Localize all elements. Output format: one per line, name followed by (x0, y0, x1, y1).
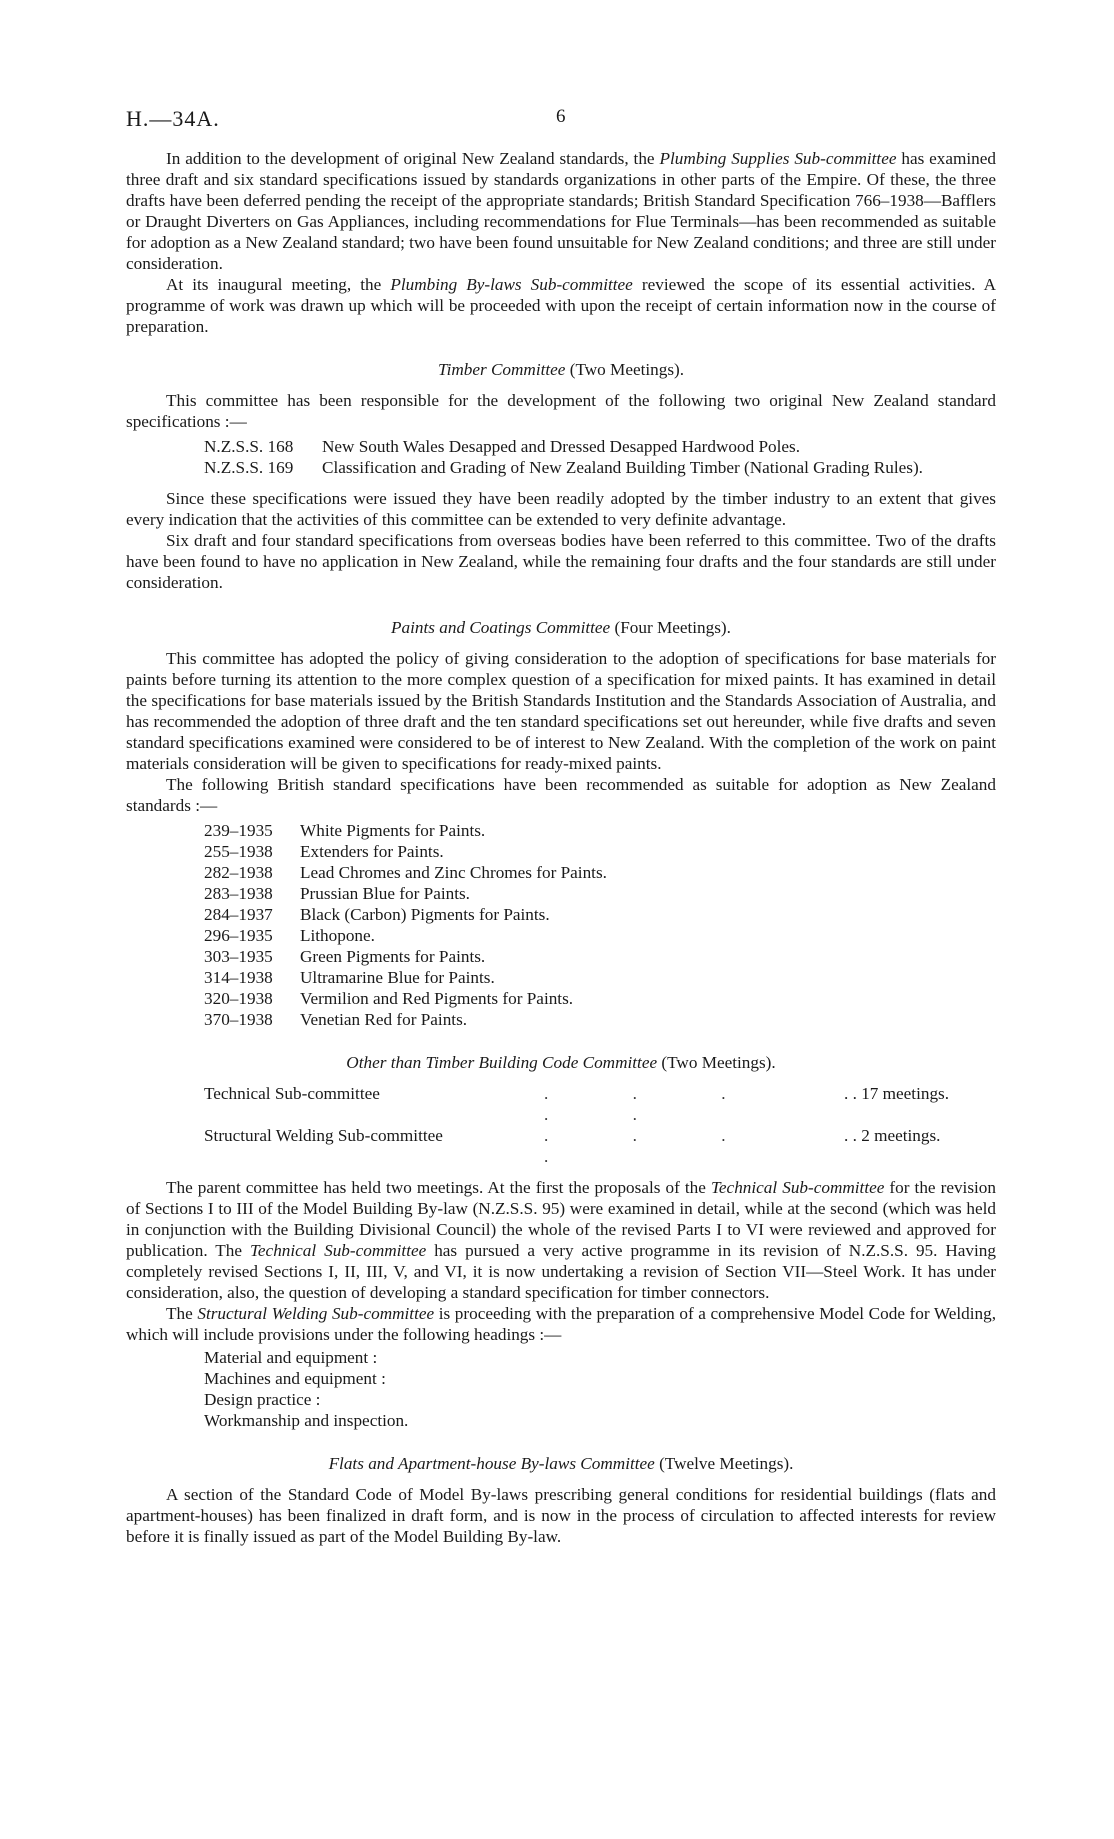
list-item (204, 457, 996, 478)
standard-code: 283–1938 (204, 884, 273, 903)
building-paragraph-1 (126, 1177, 996, 1303)
subcommittee-name: Structural Welding Sub-committee (204, 1126, 443, 1145)
subcommittee-name: Technical Sub-committee (204, 1084, 380, 1103)
section-heading-timber (126, 359, 996, 380)
text-run: for the revision of Sections I to III of the Model Building By-law (N.Z.S.S. 95) were examined in detail, while at the second (which was held in conjunction with the Building Divisional Council) the whole of the revised Parts I to VI were reviewed and approved for publication. The (126, 1178, 996, 1260)
list-item (204, 946, 996, 967)
text-run: In addition to the development of original New Zealand standards, the (166, 149, 660, 168)
text-run: reviewed the scope of its essential activities. A programme of work was drawn up which will be proceeded with upon the receipt of certain information now in the course of preparation. (126, 275, 996, 336)
page-number: 6 (556, 106, 566, 127)
section-heading-paints (126, 617, 996, 638)
text-run: The (166, 1304, 198, 1323)
meeting-count: . . 2 meetings. (844, 1126, 941, 1145)
text-run: At its inaugural meeting, the (166, 275, 391, 294)
standard-description: Green Pigments for Paints. (300, 947, 486, 966)
italic-run: Technical Sub-committee (710, 1178, 885, 1197)
spec-code: N.Z.S.S. 168 (204, 437, 294, 456)
list-item (204, 988, 996, 1009)
standard-description: White Pigments for Paints. (300, 821, 486, 840)
heading-rest: (Two Meetings). (657, 1053, 776, 1072)
flats-paragraph-1: A section of the Standard Code of Model By-laws prescribing general conditions for residential buildings (flats and apartment-houses) has been finalized in draft form, and is now in the process of circulation to affected interests for review before it is finally issued as part of the Model Building By-law. (126, 1485, 996, 1546)
list-item (204, 904, 996, 925)
list-item: Material and equipment : (204, 1348, 378, 1367)
heading-italic: Other than Timber Building Code Committee (346, 1053, 658, 1072)
standard-code: 296–1935 (204, 926, 273, 945)
standard-description: Extenders for Paints. (300, 842, 444, 861)
standard-code: 284–1937 (204, 905, 273, 924)
table-row (204, 1125, 996, 1167)
page-body (126, 148, 996, 1547)
table-row (204, 1083, 996, 1125)
standard-code: 255–1938 (204, 842, 273, 861)
list-item (204, 967, 996, 988)
welding-headings-list (204, 1347, 996, 1431)
timber-paragraph-2: Since these specifications were issued they have been readily adopted by the timber industry to an extent that gives every indication that the activities of this committee can be extended to very definite advantage. (126, 489, 996, 529)
standard-description: Venetian Red for Paints. (300, 1010, 468, 1029)
list-item (204, 841, 996, 862)
italic-run: Plumbing Supplies Sub-committee (659, 149, 897, 168)
section-heading-flats (126, 1453, 996, 1474)
leader-dots: . . . . (544, 1126, 766, 1166)
timber-paragraph-3: Six draft and four standard specifications from overseas bodies have been referred to this committee. Two of the drafts have been found to have no application in New Zealand, while the remaining four drafts and the four standards are still under consideration. (126, 531, 996, 592)
paints-paragraph-1: This committee has adopted the policy of giving consideration to the adoption of specifications for base materials for paints before turning its attention to the more complex question of a specification for mixed paints. It has examined in detail the specifications for base materials issued by the British Standards Institution and the Standards Association of Australia, and has recommended the adoption of three draft and the ten standard specifications set out hereunder, while five drafts and seven standard specifications examined were considered to be of interest to New Zealand. With the completion of the work on paint materials consideration will be given to specifications for ready-mixed paints. (126, 649, 996, 773)
standard-description: Lead Chromes and Zinc Chromes for Paints. (300, 863, 607, 882)
document-reference: H.—34A. (126, 106, 220, 131)
standard-description: Vermilion and Red Pigments for Paints. (300, 989, 574, 1008)
spec-description: Classification and Grading of New Zealand Building Timber (National Grading Rules). (322, 458, 923, 477)
list-item (204, 925, 996, 946)
text-run: has examined three draft and six standard specifications issued by standards organizations in other parts of the Empire. Of these, the three drafts have been deferred pending the receipt of the appropriate standards; British Standard Specification 766–1938—Bafflers or Draught Diverters on Gas Appliances, including recommendations for Flue Terminals—has been recommended as suitable for adoption as a New Zealand standard; two have been found unsuitable for New Zealand conditions; and three are still under consideration. (126, 149, 996, 273)
italic-run: Structural Welding Sub-committee (197, 1304, 435, 1323)
italic-run: Plumbing By-laws Sub-committee (390, 275, 633, 294)
heading-italic: Flats and Apartment-house By-laws Committee (328, 1454, 655, 1473)
paints-paragraph-2: The following British standard specifications have been recommended as suitable for adoption as New Zealand standards :— (126, 775, 996, 815)
standard-description: Lithopone. (300, 926, 375, 945)
section-heading-building-code (126, 1052, 996, 1073)
spec-description: New South Wales Desapped and Dressed Desapped Hardwood Poles. (322, 437, 801, 456)
standard-code: 320–1938 (204, 989, 273, 1008)
intro-paragraph-plumbing-supplies (126, 148, 996, 274)
standard-code: 303–1935 (204, 947, 273, 966)
list-item (204, 1009, 996, 1030)
standard-description: Prussian Blue for Paints. (300, 884, 470, 903)
list-item (204, 883, 996, 904)
list-item: Machines and equipment : (204, 1369, 386, 1388)
standard-description: Black (Carbon) Pigments for Paints. (300, 905, 550, 924)
list-item: Workmanship and inspection. (204, 1411, 409, 1430)
heading-italic: Paints and Coatings Committee (391, 618, 611, 637)
page-header (126, 106, 996, 134)
text-run: is proceeding with the preparation of a comprehensive Model Code for Welding, which will include provisions under the following headings :— (126, 1304, 996, 1344)
heading-rest: (Two Meetings). (565, 360, 685, 379)
text-run: The parent committee has held two meetings. At the first the proposals of the (166, 1178, 711, 1197)
spec-code: N.Z.S.S. 169 (204, 458, 294, 477)
standard-description: Ultramarine Blue for Paints. (300, 968, 495, 987)
standard-code: 282–1938 (204, 863, 273, 882)
timber-spec-list (204, 436, 996, 478)
building-paragraph-2 (126, 1303, 996, 1345)
italic-run: Technical Sub-committee (249, 1241, 427, 1260)
list-item: Design practice : (204, 1390, 321, 1409)
timber-paragraph-1: This committee has been responsible for the development of the following two original New Zealand standard specifications :— (126, 391, 996, 431)
meetings-table (204, 1083, 996, 1167)
list-item (204, 436, 996, 457)
meeting-count: . . 17 meetings. (844, 1084, 950, 1103)
heading-rest: (Twelve Meetings). (654, 1454, 794, 1473)
paints-standards-list (204, 820, 996, 1030)
list-item (204, 820, 996, 841)
heading-rest: (Four Meetings). (610, 618, 731, 637)
leader-dots: . . . . . (544, 1084, 766, 1124)
text-run: has pursued a very active programme in its revision of N.Z.S.S. 95. Having completely revised Sections I, II, III, V, and VI, it is now undertaking a revision of Section VII—Steel Work. It has under consideration, also, the question of developing a standard specification for timber connectors. (126, 1241, 996, 1302)
list-item (204, 862, 996, 883)
intro-paragraph-plumbing-bylaws (126, 274, 996, 337)
standard-code: 239–1935 (204, 821, 273, 840)
standard-code: 314–1938 (204, 968, 273, 987)
standard-code: 370–1938 (204, 1010, 273, 1029)
heading-italic: Timber Committee (437, 360, 566, 379)
